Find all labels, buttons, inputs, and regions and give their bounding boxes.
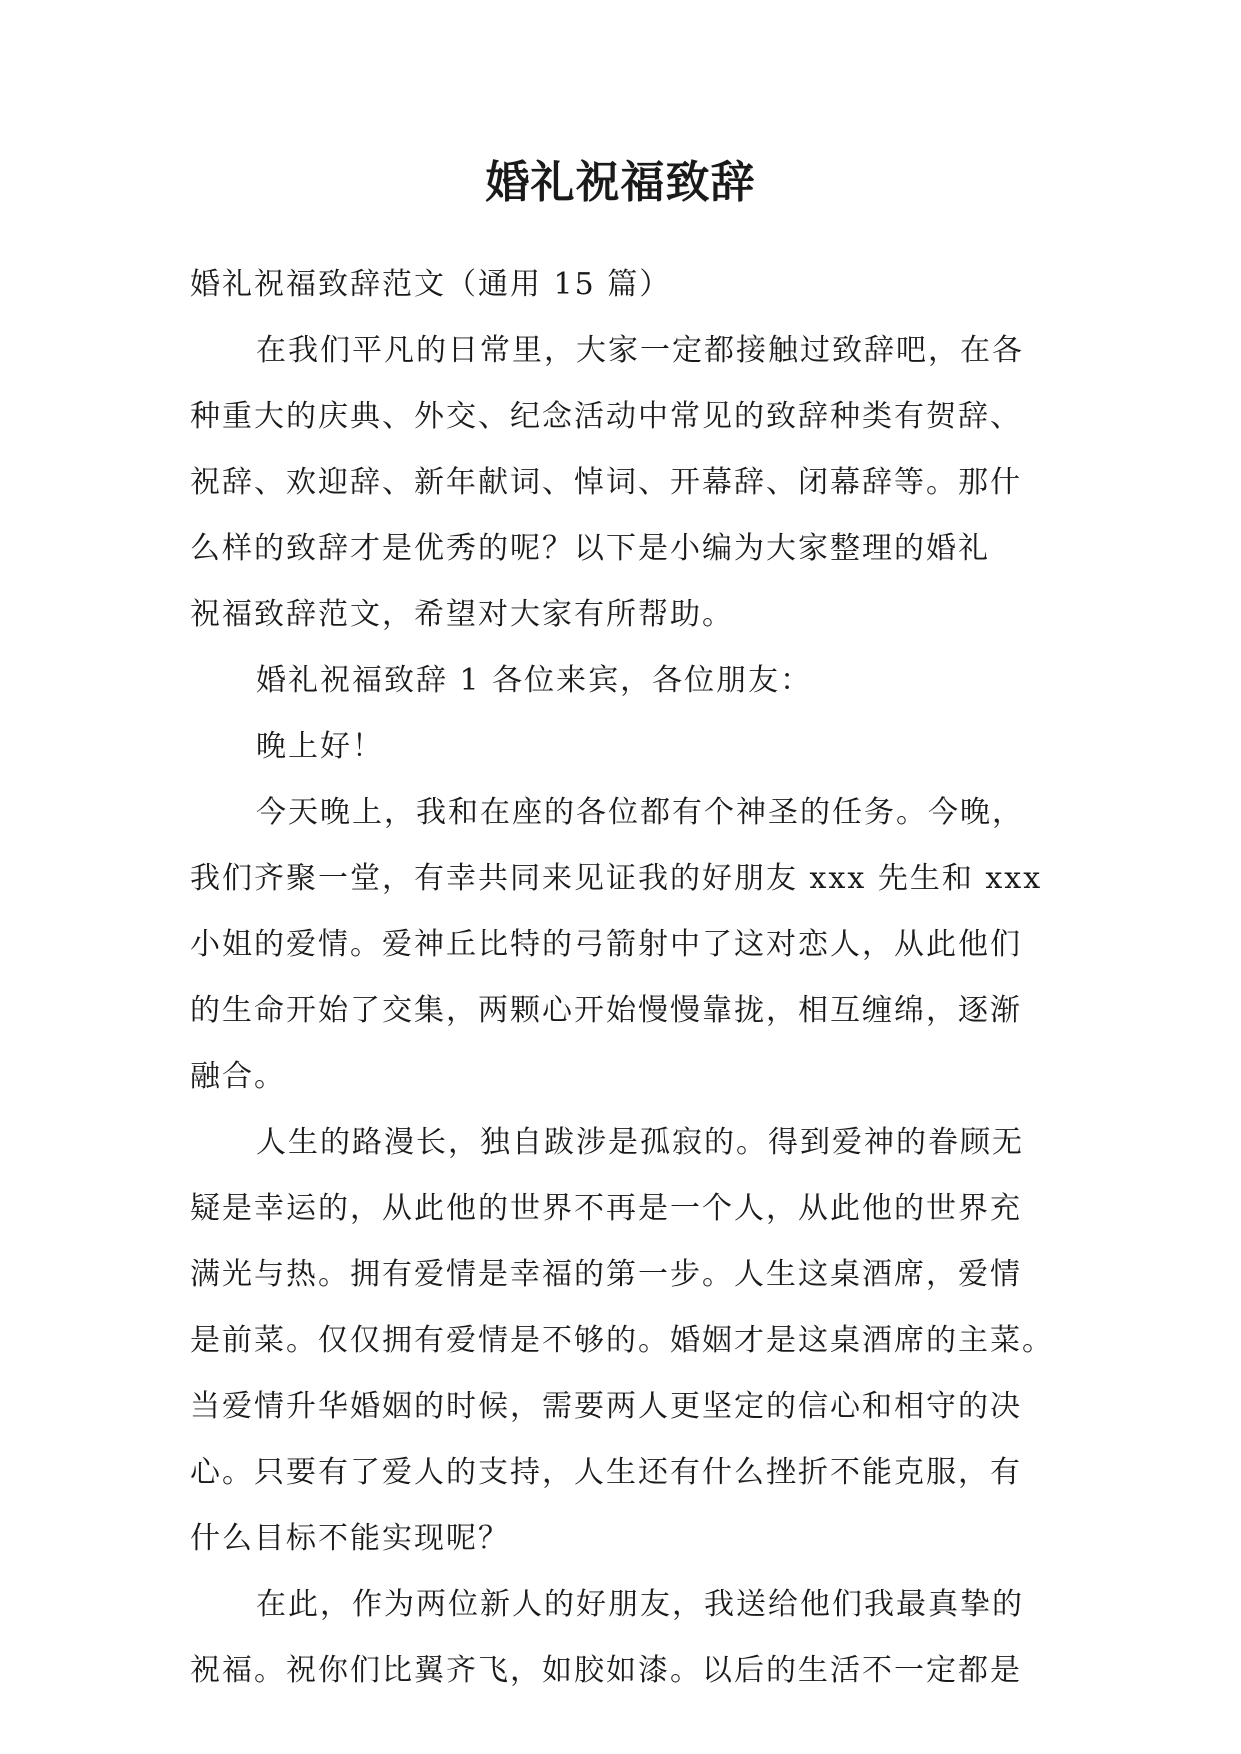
text-line: 祝福致辞范文，希望对大家有所帮助。 [190,597,734,632]
text-line: 今天晚上，我和在座的各位都有个神圣的任务。今晚， [256,795,1024,830]
text-line: 祝福。祝你们比翼齐飞，如胶如漆。以后的生活不一定都是 [190,1653,1022,1688]
text-line: 疑是幸运的，从此他的世界不再是一个人，从此他的世界充 [190,1191,1022,1226]
document-body [190,252,1054,1704]
text-line: 心。只要有了爱人的支持，人生还有什么挫折不能克服，有 [190,1455,1022,1490]
text-line: 的生命开始了交集，两颗心开始慢慢靠拢，相互缠绵，逐渐 [190,993,1022,1028]
text-line: 祝辞、欢迎辞、新年献词、悼词、开幕辞、闭幕辞等。那什 [190,465,1022,500]
text-line: 在此，作为两位新人的好朋友，我送给他们我最真挚的 [256,1587,1024,1622]
text-line: 当爱情升华婚姻的时候，需要两人更坚定的信心和相守的决 [190,1389,1022,1424]
text-line: 是前菜。仅仅拥有爱情是不够的。婚姻才是这桌酒席的主菜。 [190,1323,1054,1358]
text-line: 婚礼祝福致辞范文（通用 15 篇） [190,267,672,302]
text-line: 婚礼祝福致辞 1 各位来宾，各位朋友： [256,663,813,698]
document-title: 婚礼祝福致辞 [485,157,756,208]
text-line: 小姐的爱情。爱神丘比特的弓箭射中了这对恋人，从此他们 [190,927,1022,962]
text-line: 满光与热。拥有爱情是幸福的第一步。人生这桌酒席，爱情 [190,1257,1022,1292]
text-line: 什么目标不能实现呢？ [190,1521,510,1556]
text-line: 我们齐聚一堂，有幸共同来见证我的好朋友 xxx 先生和 xxx [190,861,1043,896]
text-line: 人生的路漫长，独自跋涉是孤寂的。得到爱神的眷顾无 [256,1125,1024,1160]
text-line: 融合。 [190,1059,286,1094]
text-line: 在我们平凡的日常里，大家一定都接触过致辞吧，在各 [256,333,1024,368]
text-line: 晚上好！ [256,729,384,764]
text-line: 种重大的庆典、外交、纪念活动中常见的致辞种类有贺辞、 [190,399,1022,434]
text-line: 么样的致辞才是优秀的呢？以下是小编为大家整理的婚礼 [190,531,990,566]
